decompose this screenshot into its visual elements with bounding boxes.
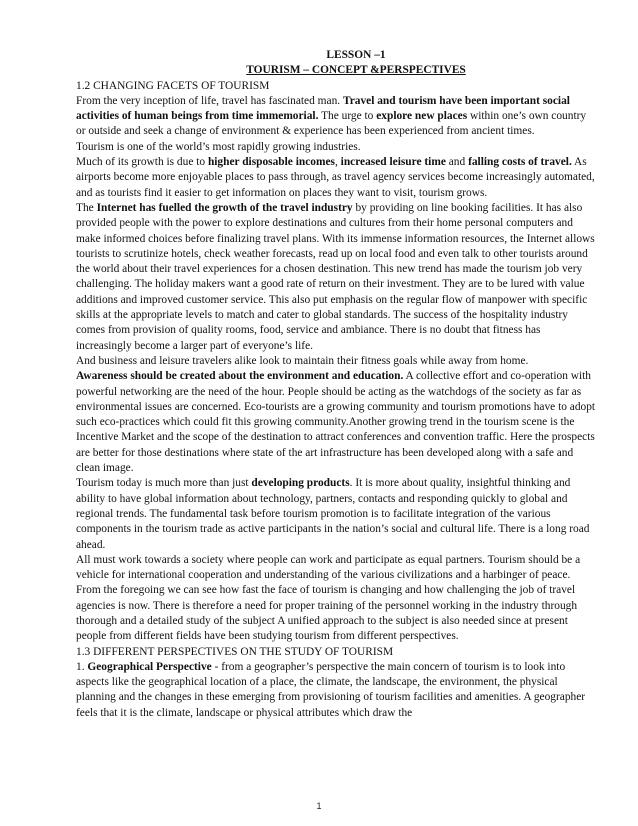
paragraph-growth-factors: Much of its growth is due to higher disposable incomes, increased leisure time and falling costs of travel. As airports become more enjoyable places to pass through, as travel agency services become increasingly automated, and as tourists find it easier to get information on places they want to visit, tourism grows.: [76, 156, 595, 199]
paragraph-geographical-perspective: 1. Geographical Perspective - from a geographer’s perspective the main concern of tourism is to look into aspects like the geographical location of a place, the climate, the landscape, the environment, the physical planning and the changes in these emerging from provisioning of tourism facilities and amenities. A geographer feels that it is the climate, landscape or physical attributes which draw the: [76, 660, 586, 719]
document-subtitle: TOURISM – CONCEPT &PERSPECTIVES: [246, 64, 466, 77]
paragraph-developing-products: Tourism today is much more than just developing products. It is more about quality, insightful thinking and ability to have global information about technology, partners, contacts and responding quickly to global and regional trends. The fundamental task before tourism promotion is to facilitate integration of the various components in the tourism trade as active participants in the nation’s social and cultural life. There is a long road ahead.: [76, 477, 590, 551]
paragraph-inception: From the very inception of life, travel has fascinated man. Travel and tourism have been important social activities of human beings from time immemorial. The urge to explore new places within one’s own country or outside and seek a change of environment & experience has been experienced from ancient times.: [76, 94, 587, 138]
paragraph-growing-industry: Tourism is one of the world’s most rapidly growing industries.: [76, 140, 361, 153]
paragraph-awareness: Awareness should be created about the environment and education. A collective effort and co-operation with powerful networking are the need of the hour. People should be acting as the watchdogs of the society as far as environmental issues are concerned. Eco-tourists are a growing community and tourism promotions have to adopt such eco-practices which could fit this growing community.Another growing trend in the tourism scene is the Incentive Market and the scope of the destination to attract conferences and convention traffic. Here the prospects are better for those destinations where state of the art infrastructure has been developed along with a safe and clean image.: [76, 370, 596, 475]
section-heading-1-3: 1.3 DIFFERENT PERSPECTIVES ON THE STUDY OF TOURISM: [76, 645, 394, 658]
paragraph-fitness: And business and leisure travelers alike look to maintain their fitness goals while away from home.: [76, 354, 529, 367]
paragraph-foregoing: From the foregoing we can see how fast the face of tourism is changing and how challenging the job of travel agencies is now. There is therefore a need for proper training of the personnel working in the industry through thorough and a detailed study of the subject A unified approach to the subject is also needed since at present people from different fields have been studying tourism from different perspectives.: [76, 584, 578, 643]
paragraph-internet: The Internet has fuelled the growth of the travel industry by providing on line booking facilities. It has also provided people with the power to explore destinations and cultures from their home personal computers and make informed choices before finalizing travel plans. With its immense information resources, the Internet allows tourists to scrutinize hotels, check weather forecasts, read up on local food and even talk to other tourists around the world about their travel experiences for a chosen destination. This new trend has made the tourism job very challenging. The holiday makers want a good rate of return on their investment. They are to be lured with value additions and improved customer service. This also put emphasis on the regular flow of manpower with specific skills at the appropriate levels to match and cater to global standards. The success of the hospitality industry comes from provision of quality rooms, food, service and ambiance. There is no doubt that fitness has increasingly become a larger part of everyone’s life.: [76, 201, 595, 352]
lesson-title: LESSON –1: [326, 49, 386, 61]
paragraph-equal-partners: All must work towards a society where people can work and participate as equal partners. Tourism should be a vehicle for international cooperation and understanding of the various civilizations and a harbinger of peace.: [76, 553, 581, 582]
section-heading-1-2: 1.2 CHANGING FACETS OF TOURISM: [76, 79, 270, 92]
document-page: [76, 48, 596, 721]
page-number: 1: [316, 801, 322, 811]
